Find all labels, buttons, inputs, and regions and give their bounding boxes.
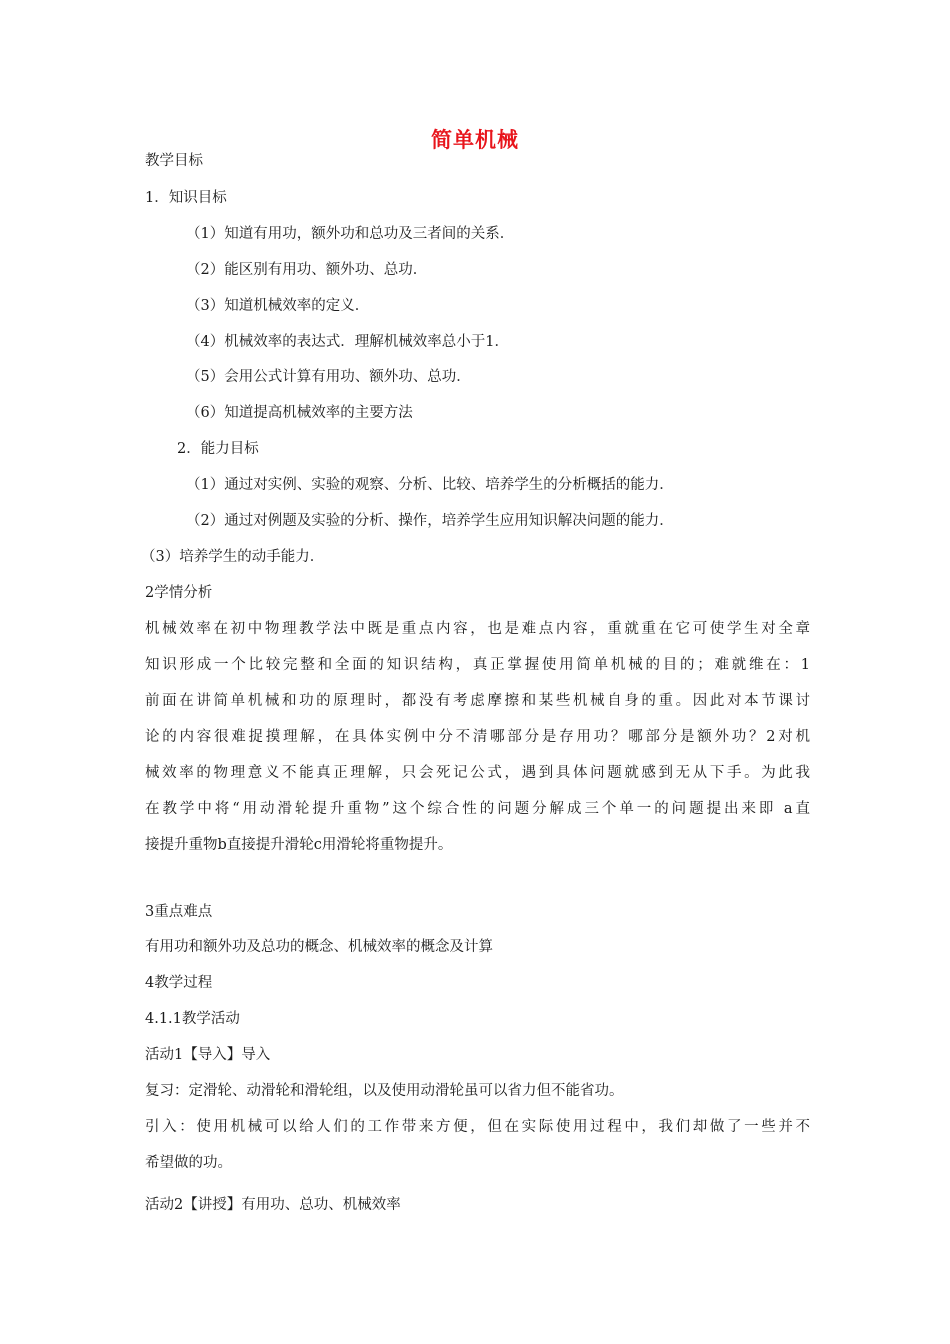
analysis-heading: 2学情分析 — [145, 585, 213, 601]
analysis-line: 在教学中将“用动滑轮提升重物”这个综合性的问题分解成三个单一的问题提出来即 a直 — [145, 801, 810, 817]
ability-item-2: （2）通过对例题及实验的分析、操作，培养学生应用知识解决问题的能力． — [186, 513, 674, 529]
analysis-line: 论的内容很难捉摸理解，在具体实例中分不清哪部分是存用功？哪部分是额外功？2对机 — [145, 729, 810, 745]
objectives-heading: 教学目标 — [145, 153, 203, 169]
knowledge-item-3: （3）知道机械效率的定义． — [186, 298, 370, 314]
review-text: 复习：定滑轮、动滑轮和滑轮组，以及使用动滑轮虽可以省力但不能省功。 — [145, 1083, 624, 1099]
process-heading: 4教学过程 — [145, 975, 213, 991]
knowledge-item-2: （2）能区别有用功、额外功、总功． — [186, 262, 428, 278]
analysis-line: 前面在讲简单机械和功的原理时，都没有考虑摩擦和某些机械自身的重。因此对本节课讨 — [145, 693, 810, 709]
document-title: 简单机械 — [431, 128, 519, 152]
knowledge-item-6: （6）知道提高机械效率的主要方法 — [186, 405, 413, 421]
ability-heading: 2．能力目标 — [177, 441, 259, 457]
knowledge-item-1: （1）知道有用功，额外功和总功及三者间的关系． — [186, 226, 515, 242]
activity-section: 4.1.1教学活动 — [145, 1011, 240, 1027]
analysis-line: 接提升重物b直接提升滑轮c用滑轮将重物提升。 — [145, 837, 453, 853]
intro-line: 引入：使用机械可以给人们的工作带来方便，但在实际使用过程中，我们却做了一些并不 — [145, 1119, 810, 1135]
analysis-line: 知识形成一个比较完整和全面的知识结构，真正掌握使用简单机械的目的；难就维在：1 — [145, 657, 810, 673]
analysis-line: 械效率的物理意义不能真正理解，只会死记公式，遇到具体问题就感到无从下手。为此我 — [145, 765, 810, 781]
knowledge-item-5: （5）会用公式计算有用功、额外功、总功． — [186, 369, 471, 385]
analysis-line: 机械效率在初中物理教学法中既是重点内容，也是难点内容，重就重在它可使学生对全章 — [145, 621, 810, 637]
analysis-paragraph — [145, 611, 810, 863]
intro-line: 希望做的功。 — [145, 1155, 232, 1171]
activity-2-heading: 活动2【讲授】有用功、总功、机械效率 — [145, 1197, 401, 1213]
knowledge-heading: 1．知识目标 — [145, 190, 227, 206]
key-points-text: 有用功和额外功及总功的概念、机械效率的概念及计算 — [145, 939, 493, 955]
ability-item-1: （1）通过对实例、实验的观察、分析、比较、培养学生的分析概括的能力． — [186, 477, 674, 493]
ability-item-3: （3）培养学生的动手能力． — [141, 549, 325, 565]
knowledge-item-4: （4）机械效率的表达式．理解机械效率总小于1． — [186, 334, 509, 350]
intro-paragraph — [145, 1109, 810, 1181]
key-points-heading: 3重点难点 — [145, 904, 213, 920]
activity-1-heading: 活动1【导入】导入 — [145, 1047, 271, 1063]
